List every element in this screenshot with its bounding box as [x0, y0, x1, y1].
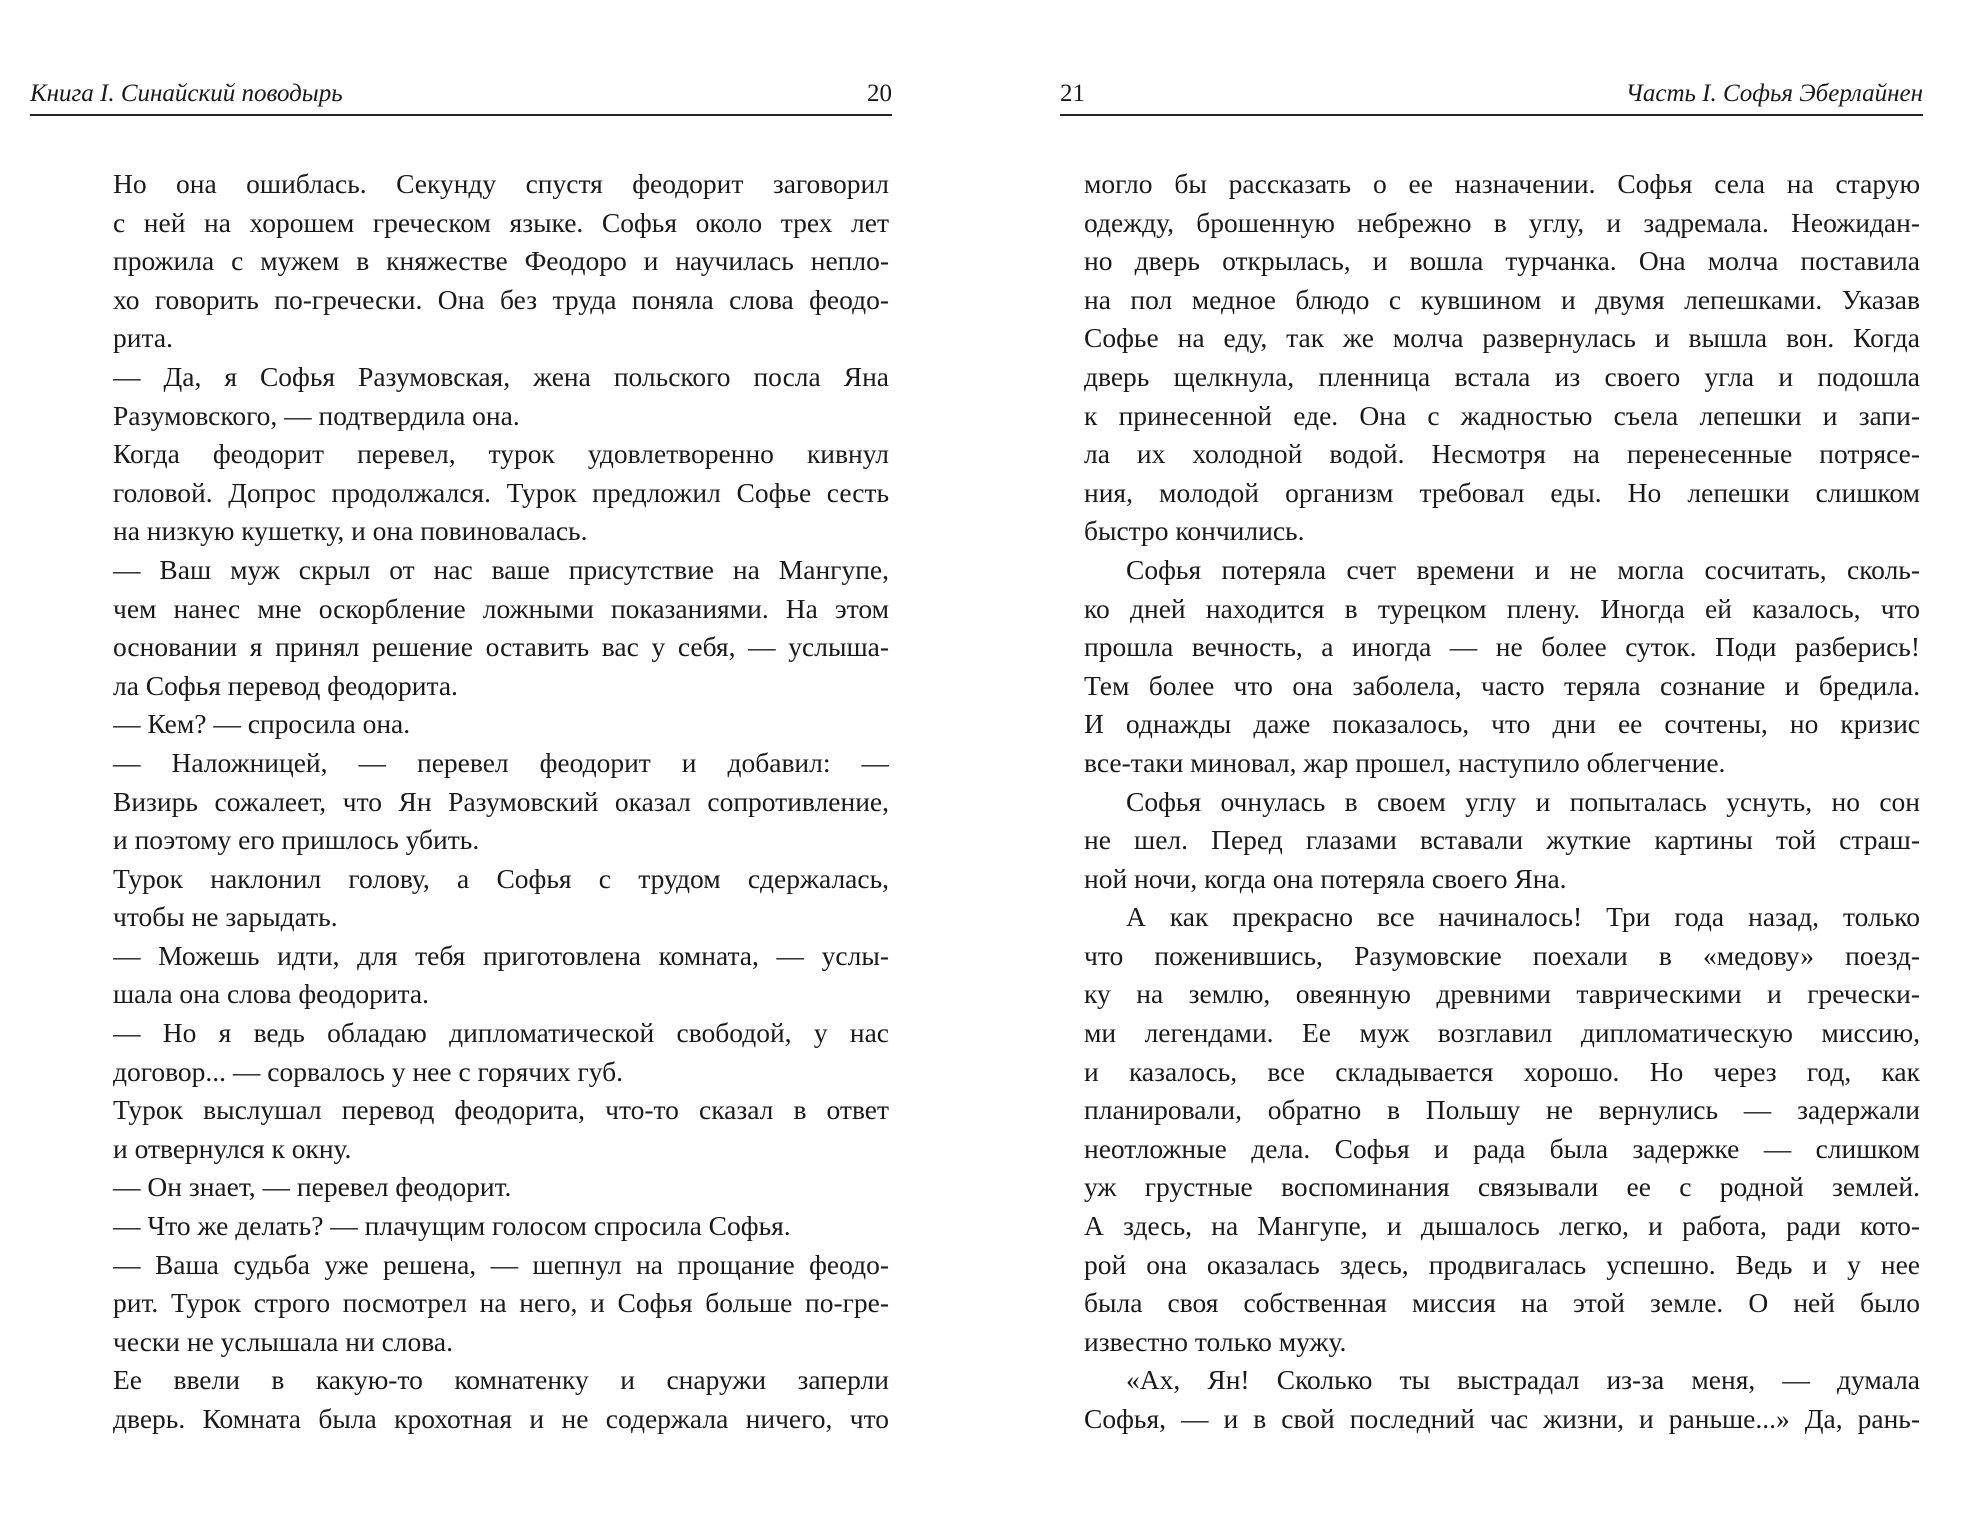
text-line: рой она оказалась здесь, продвигалась успешно. Ведь и у нее — [1084, 1248, 1920, 1280]
text-line: что поженившись, Разумовские поехали в «медову» поезд- — [1084, 939, 1920, 971]
left-running-head — [30, 64, 892, 116]
text-line: с ней на хорошем греческом языке. Софья около трех лет — [113, 206, 889, 238]
text-line: основании я принял решение оставить вас у себя, — услыша- — [113, 631, 889, 663]
left-text-block — [113, 165, 889, 1439]
text-line: рита. — [113, 322, 173, 354]
text-line: могло бы рассказать о ее назначении. Софья села на старую — [1084, 168, 1920, 199]
text-line: и казалось, все складывается хорошо. Но через год, как — [1084, 1055, 1920, 1087]
text-line: «Ах, Ян! Сколько ты выстрадал из-за меня, — думала — [1126, 1364, 1920, 1396]
text-line: — Наложницей, — перевел феодорит и добавил: — — [113, 746, 889, 778]
text-line: ко дней находится в турецком плену. Иногда ей казалось, что — [1084, 592, 1920, 624]
text-line: ния, молодой организм требовал еды. Но лепешки слишком — [1084, 476, 1920, 508]
text-line: договор... — сорвалось у нее с горячих губ. — [113, 1055, 623, 1087]
text-line: ла их холодной водой. Несмотря на перенесенные потрясе- — [1084, 438, 1920, 470]
text-line: и отвернулся к окну. — [113, 1132, 352, 1164]
text-line: ми легендами. Ее муж возглавил дипломатическую миссию, — [1084, 1017, 1920, 1049]
text-line: быстро кончились. — [1084, 515, 1305, 547]
text-line: Софья, — и в свой последний час жизни, и раньше...» Да, рань- — [1084, 1403, 1920, 1434]
text-line: А здесь, на Мангупе, и дышалось легко, и работа, ради кото- — [1084, 1210, 1920, 1242]
text-line: — Он знает, — перевел феодорит. — [113, 1171, 512, 1203]
text-line: А как прекрасно все начиналось! Три года назад, только — [1126, 901, 1920, 933]
text-line: известно только мужу. — [1084, 1325, 1347, 1357]
text-line: все-таки миновал, жар прошел, наступило облегчение. — [1084, 746, 1726, 778]
text-line: Турок наклонил голову, а Софья с трудом сдержалась, — [113, 862, 889, 894]
text-line: на низкую кушетку, и она повиновалась. — [113, 515, 588, 547]
text-line: — Да, я Софья Разумовская, жена польского посла Яна — [113, 360, 889, 392]
text-line: Турок выслушал перевод феодорита, что-то сказал в ответ — [113, 1094, 889, 1126]
text-line: прожила с мужем в княжестве Феодоро и научилась непло- — [113, 245, 889, 277]
text-line: рит. Турок строго посмотрел на него, и Софья больше по-гре- — [113, 1287, 889, 1319]
text-line: ной ночи, когда она потеряла своего Яна. — [1084, 862, 1567, 894]
text-line: — Можешь идти, для тебя приготовлена комната, — услы- — [113, 939, 889, 971]
text-line: прошла вечность, а иногда — не более суток. Поди разберись! — [1084, 631, 1920, 663]
right-text-block — [1084, 165, 1920, 1439]
text-line: головой. Допрос продолжался. Турок предложил Софье сесть — [113, 476, 889, 508]
text-line: чески не услышала ни слова. — [113, 1325, 453, 1357]
text-line: — Что же делать? — плачущим голосом спросила Софья. — [113, 1210, 791, 1242]
left-header-title: Книга I. Синайский поводырь — [30, 80, 343, 107]
text-line: планировали, обратно в Польшу не вернулись — задержали — [1084, 1094, 1920, 1126]
text-line: хо говорить по-гречески. Она без труда поняла слова феодо- — [113, 283, 889, 315]
text-line: Визирь сожалеет, что Ян Разумовский оказал сопротивление, — [113, 785, 889, 817]
text-line: Тем более что она заболела, часто теряла сознание и бредила. — [1084, 669, 1920, 701]
text-line: И однажды даже показалось, что дни ее сочтены, но кризис — [1084, 708, 1920, 740]
text-line: Разумовского, — подтвердила она. — [113, 399, 520, 431]
text-line: — Ваша судьба уже решена, — шепнул на прощание феодо- — [113, 1248, 889, 1280]
text-line: одежду, брошенную небрежно в углу, и задремала. Неожидан- — [1084, 206, 1920, 238]
left-page-number: 20 — [867, 80, 892, 107]
text-line: — Ваш муж скрыл от нас ваше присутствие на Мангупе, — [113, 553, 889, 585]
text-line: не шел. Перед глазами вставали жуткие картины той страш- — [1084, 824, 1920, 856]
text-line: на пол медное блюдо с кувшином и двумя лепешками. Указав — [1084, 283, 1920, 315]
text-line: неотложные дела. Софья и рада была задержке — слишком — [1084, 1132, 1920, 1164]
text-line: Софья очнулась в своем углу и попыталась уснуть, но сон — [1126, 785, 1920, 817]
text-line: дверь. Комната была крохотная и не содержала ничего, что — [113, 1403, 889, 1434]
text-line: Когда феодорит перевел, турок удовлетворенно кивнул — [113, 438, 889, 470]
right-running-head — [1060, 64, 1923, 116]
text-line: Софье на еду, так же молча развернулась и вышла вон. Когда — [1084, 322, 1920, 354]
text-line: дверь щелкнула, пленница встала из своего угла и подошла — [1084, 360, 1920, 392]
text-line: к принесенной еде. Она с жадностью съела лепешки и запи- — [1084, 399, 1920, 431]
text-line: и поэтому его пришлось убить. — [113, 824, 480, 856]
text-line: — Но я ведь обладаю дипломатической свободой, у нас — [113, 1017, 889, 1049]
text-line: но дверь открылась, и вошла турчанка. Она молча поставила — [1084, 245, 1920, 277]
text-line: чтобы не зарыдать. — [113, 901, 338, 933]
text-line: уж грустные воспоминания связывали ее с родной землей. — [1084, 1171, 1920, 1203]
right-page — [1060, 0, 1923, 1537]
text-line: Софья потеряла счет времени и не могла сосчитать, сколь- — [1126, 553, 1920, 585]
text-line: была своя собственная миссия на этой земле. О ней было — [1084, 1287, 1920, 1319]
text-line: Но она ошиблась. Секунду спустя феодорит заговорил — [113, 168, 889, 199]
text-line: шала она слова феодорита. — [113, 978, 429, 1010]
right-page-number: 21 — [1060, 80, 1085, 107]
text-line: ку на землю, овеянную древними таврическими и гречески- — [1084, 978, 1920, 1010]
left-page — [0, 0, 892, 1537]
text-line: — Кем? — спросила она. — [113, 708, 411, 740]
right-header-title: Часть I. Софья Эберлайнен — [1625, 80, 1923, 107]
text-line: чем нанес мне оскорбление ложными показаниями. На этом — [113, 592, 889, 624]
text-line: ла Софья перевод феодорита. — [113, 669, 458, 701]
text-line: Ее ввели в какую-то комнатенку и снаружи заперли — [113, 1364, 889, 1396]
